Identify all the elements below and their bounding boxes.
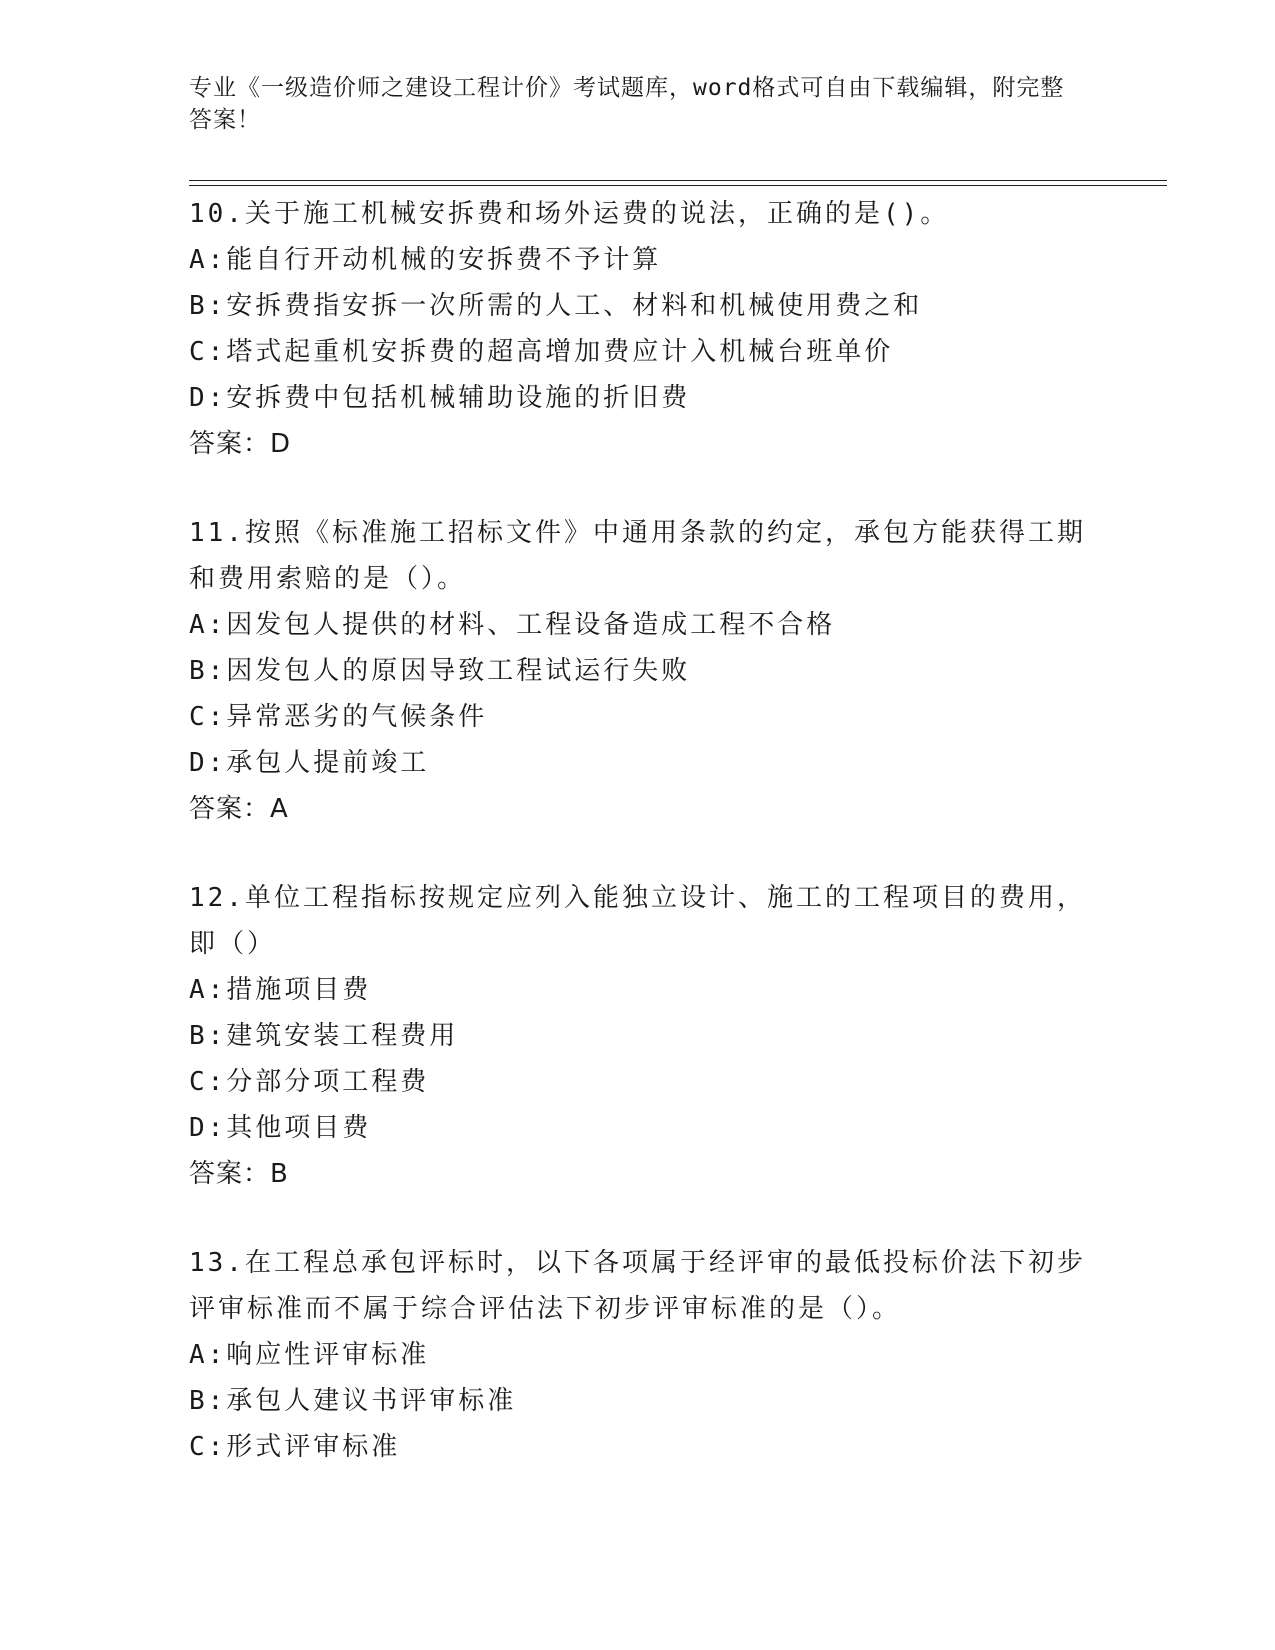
- header-divider-top: [189, 180, 1167, 181]
- answer-line: 答案：B: [189, 1159, 289, 1189]
- option-b: B:建筑安装工程费用: [189, 1021, 459, 1051]
- option-a: A:因发包人提供的材料、工程设备造成工程不合格: [189, 610, 836, 640]
- option-a: A:响应性评审标准: [189, 1340, 430, 1370]
- question-stem: 12.单位工程指标按规定应列入能独立设计、施工的工程项目的费用，即（）: [189, 883, 1086, 959]
- option-a: A:能自行开动机械的安拆费不予计算: [189, 245, 662, 275]
- question-stem: 10.关于施工机械安拆费和场外运费的说法，正确的是()。: [189, 199, 950, 229]
- header-divider-bottom: [189, 185, 1167, 186]
- question-10: [189, 191, 1089, 467]
- question-12: [189, 875, 1089, 1197]
- option-b: B:因发包人的原因导致工程试运行失败: [189, 656, 691, 686]
- question-13: [189, 1240, 1089, 1470]
- option-b: B:安拆费指安拆一次所需的人工、材料和机械使用费之和: [189, 291, 923, 321]
- option-c: C:形式评审标准: [189, 1432, 401, 1462]
- option-c: C:分部分项工程费: [189, 1067, 430, 1097]
- question-11: [189, 510, 1089, 832]
- document-header: 专业《一级造价师之建设工程计价》考试题库，word格式可自由下载编辑，附完整答案！: [189, 75, 1065, 133]
- answer-line: 答案：A: [189, 794, 289, 824]
- option-d: D:承包人提前竣工: [189, 748, 430, 778]
- option-d: D:安拆费中包括机械辅助设施的折旧费: [189, 383, 691, 413]
- question-stem: 13.在工程总承包评标时，以下各项属于经评审的最低投标价法下初步评审标准而不属于综合评估法下初步评审标准的是（）。: [189, 1248, 1086, 1324]
- option-c: C:塔式起重机安拆费的超高增加费应计入机械台班单价: [189, 337, 894, 367]
- option-d: D:其他项目费: [189, 1113, 372, 1143]
- option-a: A:措施项目费: [189, 975, 372, 1005]
- answer-line: 答案：D: [189, 429, 292, 459]
- option-c: C:异常恶劣的气候条件: [189, 702, 488, 732]
- question-stem: 11.按照《标准施工招标文件》中通用条款的约定，承包方能获得工期和费用索赔的是（）。: [189, 518, 1086, 594]
- option-b: B:承包人建议书评审标准: [189, 1386, 517, 1416]
